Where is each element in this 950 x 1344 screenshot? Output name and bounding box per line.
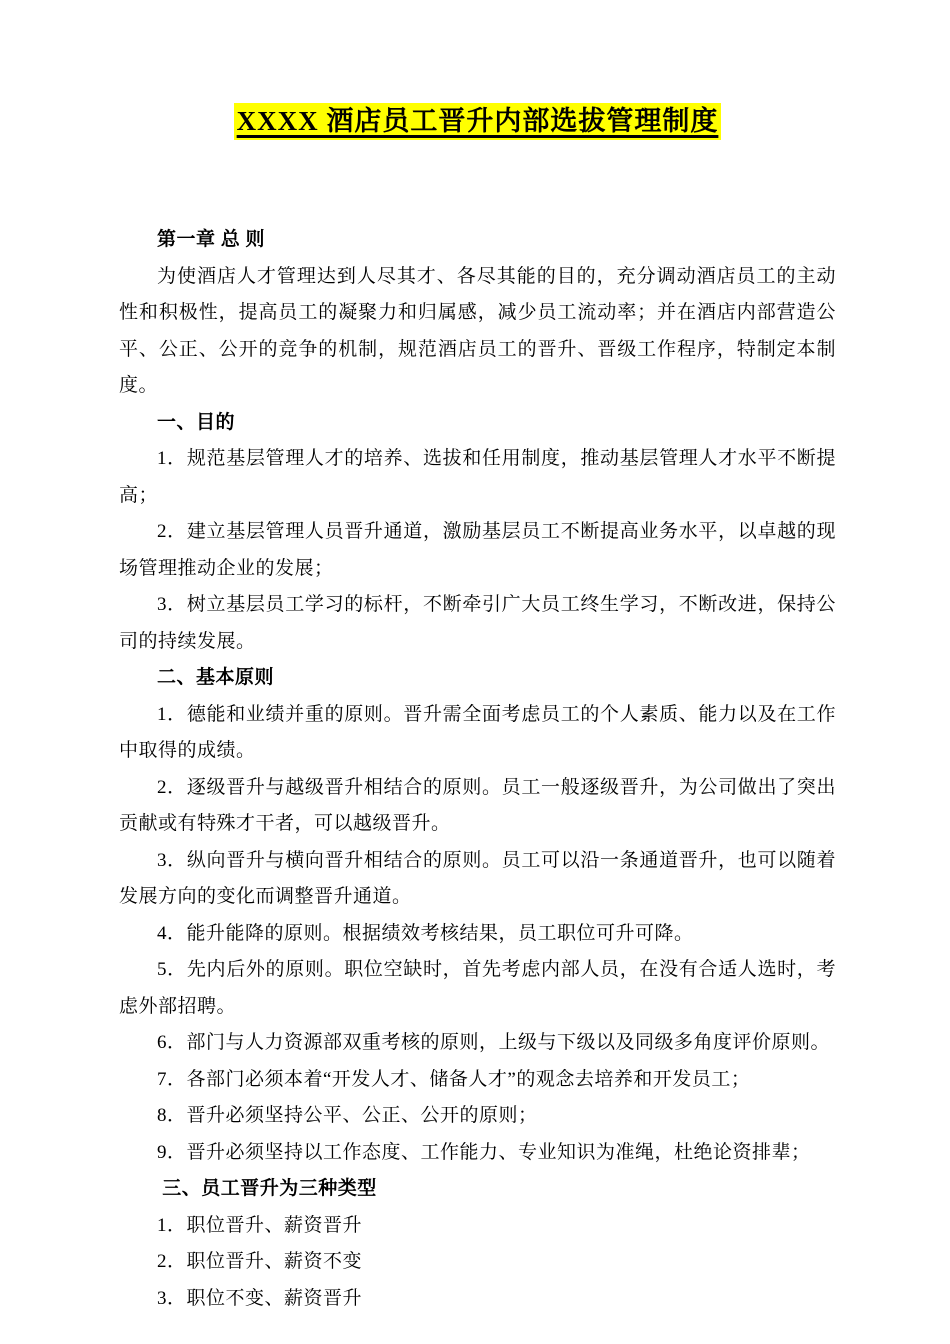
title-highlighted-text: XXXX 酒店员工晋升内部选拔管理制度 <box>234 103 722 140</box>
paragraph: 3．纵向晋升与横向晋升相结合的原则。员工可以沿一条通道晋升，也可以随着发展方向的变化而调整晋升通道。 <box>119 849 836 907</box>
heading: 二、基本原则 <box>157 667 275 688</box>
paragraph: 9．晋升必须坚持以工作态度、工作能力、专业知识为准绳，杜绝论资排辈； <box>157 1141 811 1163</box>
paragraph: 为使酒店人才管理达到人尽其才、各尽其能的目的，充分调动酒店员工的主动性和积极性，提高员工的凝聚力和归属感，减少员工流动率；并在酒店内部营造公平、公正、公开的竞争的机制，规范酒店员工的晋升、晋级工作程序，特制定本制度。 <box>119 265 836 396</box>
paragraph: 2．建立基层管理人员晋升通道，激励基层员工不断提高业务水平，以卓越的现场管理推动企业的发展； <box>119 521 836 579</box>
paragraph: 2．逐级晋升与越级晋升相结合的原则。员工一般逐级晋升，为公司做出了突出贡献或有特殊才干者，可以越级晋升。 <box>119 776 836 834</box>
document-title <box>119 100 836 142</box>
paragraph: 4．能升能降的原则。根据绩效考核结果，员工职位可升可降。 <box>157 922 694 944</box>
paragraph: 8．晋升必须坚持公平、公正、公开的原则； <box>157 1105 538 1126</box>
paragraph: 7．各部门必须本着“开发人才、储备人才”的观念去培养和开发员工； <box>157 1068 751 1090</box>
paragraph: 6．部门与人力资源部双重考核的原则，上级与下级以及同级多角度评价原则。 <box>157 1032 831 1053</box>
paragraph: 1．规范基层管理人才的培养、选拔和任用制度，推动基层管理人才水平不断提高； <box>119 448 836 506</box>
paragraph: 1．德能和业绩并重的原则。晋升需全面考虑员工的个人素质、能力以及在工作中取得的成绩。 <box>119 703 836 761</box>
paragraph: 1．职位晋升、薪资晋升 <box>157 1214 363 1236</box>
paragraph: 2．职位晋升、薪资不变 <box>157 1251 363 1272</box>
heading: 一、目的 <box>157 411 236 433</box>
paragraph: 3．职位不变、薪资晋升 <box>157 1287 363 1309</box>
paragraph: 5．先内后外的原则。职位空缺时，首先考虑内部人员，在没有合适人选时，考虑外部招聘。 <box>119 959 836 1017</box>
paragraph: 3．树立基层员工学习的标杆，不断牵引广大员工终生学习，不断改进，保持公司的持续发展。 <box>119 594 836 652</box>
document-body <box>119 222 836 1317</box>
heading: 三、员工晋升为三种类型 <box>157 1178 377 1199</box>
heading: 第一章 总 则 <box>157 229 266 250</box>
